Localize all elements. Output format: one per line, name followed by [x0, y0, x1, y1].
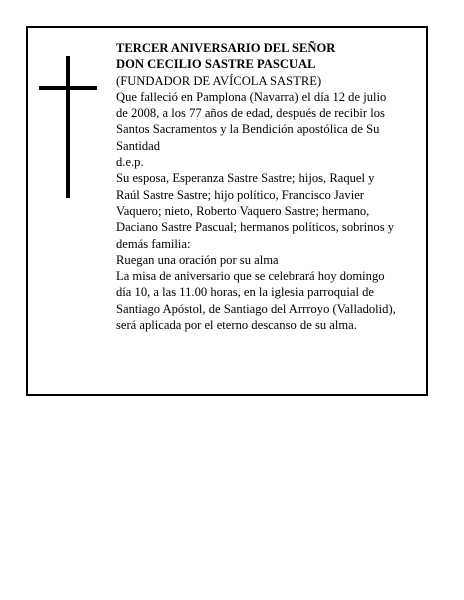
body-line: Que falleció en Pamplona (Navarra) el día 12 de julio: [116, 89, 387, 104]
body-line: Raúl Sastre Sastre; hijo político, Francisco Javier: [116, 187, 364, 202]
body-line: Daciano Sastre Pascual; hermanos políticos, sobrinos y: [116, 220, 395, 235]
body-line: Ruegan una oración por su alma: [116, 252, 279, 267]
body-line: Santidad: [116, 138, 161, 153]
body-line: La misa de aniversario que se celebrará hoy domingo: [116, 269, 385, 284]
body-line: de 2008, a los 77 años de edad, después de recibir los: [116, 106, 385, 121]
notice-subtitle: (FUNDADOR DE AVÍCOLA SASTRE): [116, 73, 322, 88]
obituary-notice: [26, 26, 428, 396]
body-line: Vaquero; nieto, Roberto Vaquero Sastre; hermano,: [116, 203, 370, 218]
body-line: será aplicada por el eterno descanso de su alma.: [116, 318, 357, 333]
cross-horizontal-bar: [39, 86, 97, 90]
body-line: Su esposa, Esperanza Sastre Sastre; hijos, Raquel y: [116, 171, 375, 186]
body-line: d.e.p.: [116, 155, 144, 170]
body-line: Santiago Apóstol, de Santiago del Arrroyo (Valladolid),: [116, 301, 396, 316]
body-line: día 10, a las 11.00 horas, en la iglesia parroquial de: [116, 285, 374, 300]
body-line: demás familia:: [116, 236, 191, 251]
notice-title-line-2: DON CECILIO SASTRE PASCUAL: [116, 57, 316, 72]
cross-vertical-bar: [66, 56, 70, 198]
notice-text: [116, 40, 424, 333]
notice-title-line-1: TERCER ANIVERSARIO DEL SEÑOR: [116, 41, 336, 55]
body-line: Santos Sacramentos y la Bendición apostólica de Su: [116, 122, 380, 137]
